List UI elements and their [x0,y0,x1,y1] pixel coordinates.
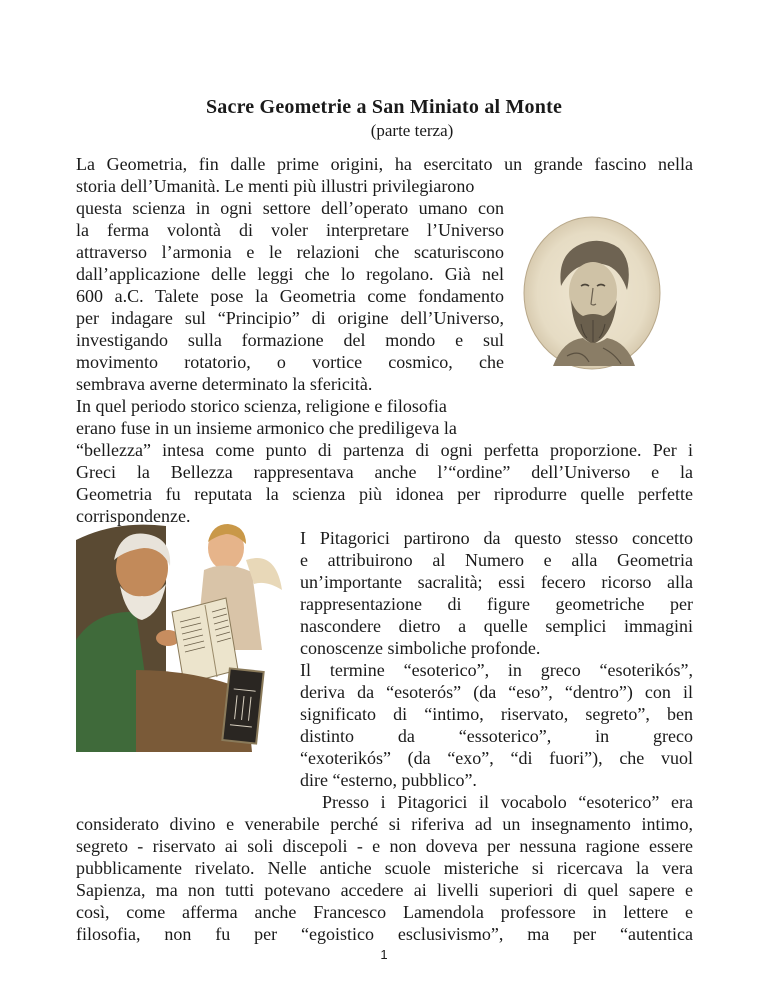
text-line: “bellezza” intesa come punto di partenza di ogni perfetta proporzione. Per i [76,440,693,460]
text-line: corrispondenze. [76,506,191,526]
text-line: dire “esterno, pubblico”. [300,770,477,790]
text-line: significato di “intimo, riservato, segreto”, ben [300,704,693,724]
text-line: movimento rotatorio, o vortice cosmico, che [76,352,504,372]
text-line: In quel periodo storico scienza, religione e filosofia [76,396,447,416]
text-line: Geometria fu reputata la scienza più idonea per riprodurre quelle perfette [76,484,693,504]
paragraph-3 [300,527,693,791]
pythagoras-fresco-image [76,520,292,752]
text-line: filosofia, non fu per “egoistico esclusivismo”, ma per “autentica [76,924,693,944]
text-line: così, come afferma anche Francesco Lamendola professore in lettere e [76,902,693,922]
text-line: I Pitagorici partirono da questo stesso concetto [300,528,693,548]
paragraph-4-start [322,791,693,813]
text-line: deriva da “esoterós” (da “eso”, “dentro”) con il [300,682,693,702]
text-line: pubblicamente rivelato. Nelle antiche scuole misteriche si ricercava la vera [76,858,693,878]
paragraph-4 [76,813,693,945]
text-line: rappresentazione di figure geometriche per [300,594,693,614]
thales-portrait-image [523,216,661,370]
text-line: distinto da “essoterico”, in greco [300,726,693,746]
text-line: 600 a.C. Talete pose la Geometria come fondamento [76,286,504,306]
text-line: La Geometria, fin dalle prime origini, ha esercitato un grande fascino nella [76,154,693,174]
page-number: 1 [380,947,388,962]
text-line: dall’applicazione delle leggi che lo regolano. Già nel [76,264,504,284]
text-line: storia dell’Umanità. Le menti più illustri privilegiarono [76,176,475,196]
text-line: conoscenze simboliche profonde. [300,638,541,658]
text-line: sembrava averne determinato la sfericità. [76,374,373,394]
text-line: e attribuirono al Numero e alla Geometria [300,550,693,570]
text-line: Sapienza, ma non tutti potevano accedere ai livelli superiori di quel sapere e [76,880,693,900]
text-line: erano fuse in un insieme armonico che prediligeva la [76,418,457,438]
text-line: un’importante sacralità; essi fecero ricorso alla [300,572,693,592]
text-line: segreto - riservato ai soli discepoli - e non doveva per nessuna ragione essere [76,836,693,856]
text-line: attraverso l’armonia e le relazioni che scaturiscono [76,242,504,262]
paragraph-1 [76,153,693,197]
text-line: nascondere dietro a quelle semplici immagini [300,616,693,636]
text-line: la ferma volontà di voler interpretare l’Universo [76,220,504,240]
text-line: questa scienza in ogni settore dell’operato umano con [76,198,504,218]
document-subtitle: (parte terza) [370,121,454,140]
text-line: Presso i Pitagorici il vocabolo “esoterico” era [322,792,693,812]
text-line: “exoterikós” (da “exo”, “di fuori”), che vuol [300,748,693,768]
text-line: Il termine “esoterico”, in greco “esoterikós”, [300,660,693,680]
document-title: Sacre Geometrie a San Miniato al Monte [205,96,563,118]
text-line: investigando sulla formazione del mondo e sul [76,330,504,350]
text-line: per indagare sul “Principio” di origine dell’Universo, [76,308,504,328]
text-line: considerato divino e venerabile perché si riferiva ad un insegnamento intimo, [76,814,693,834]
paragraph-2 [76,439,693,527]
text-line: Greci la Bellezza rappresentava anche l’“ordine” dell’Universo e la [76,462,693,482]
paragraph-1-wrap [76,197,504,439]
